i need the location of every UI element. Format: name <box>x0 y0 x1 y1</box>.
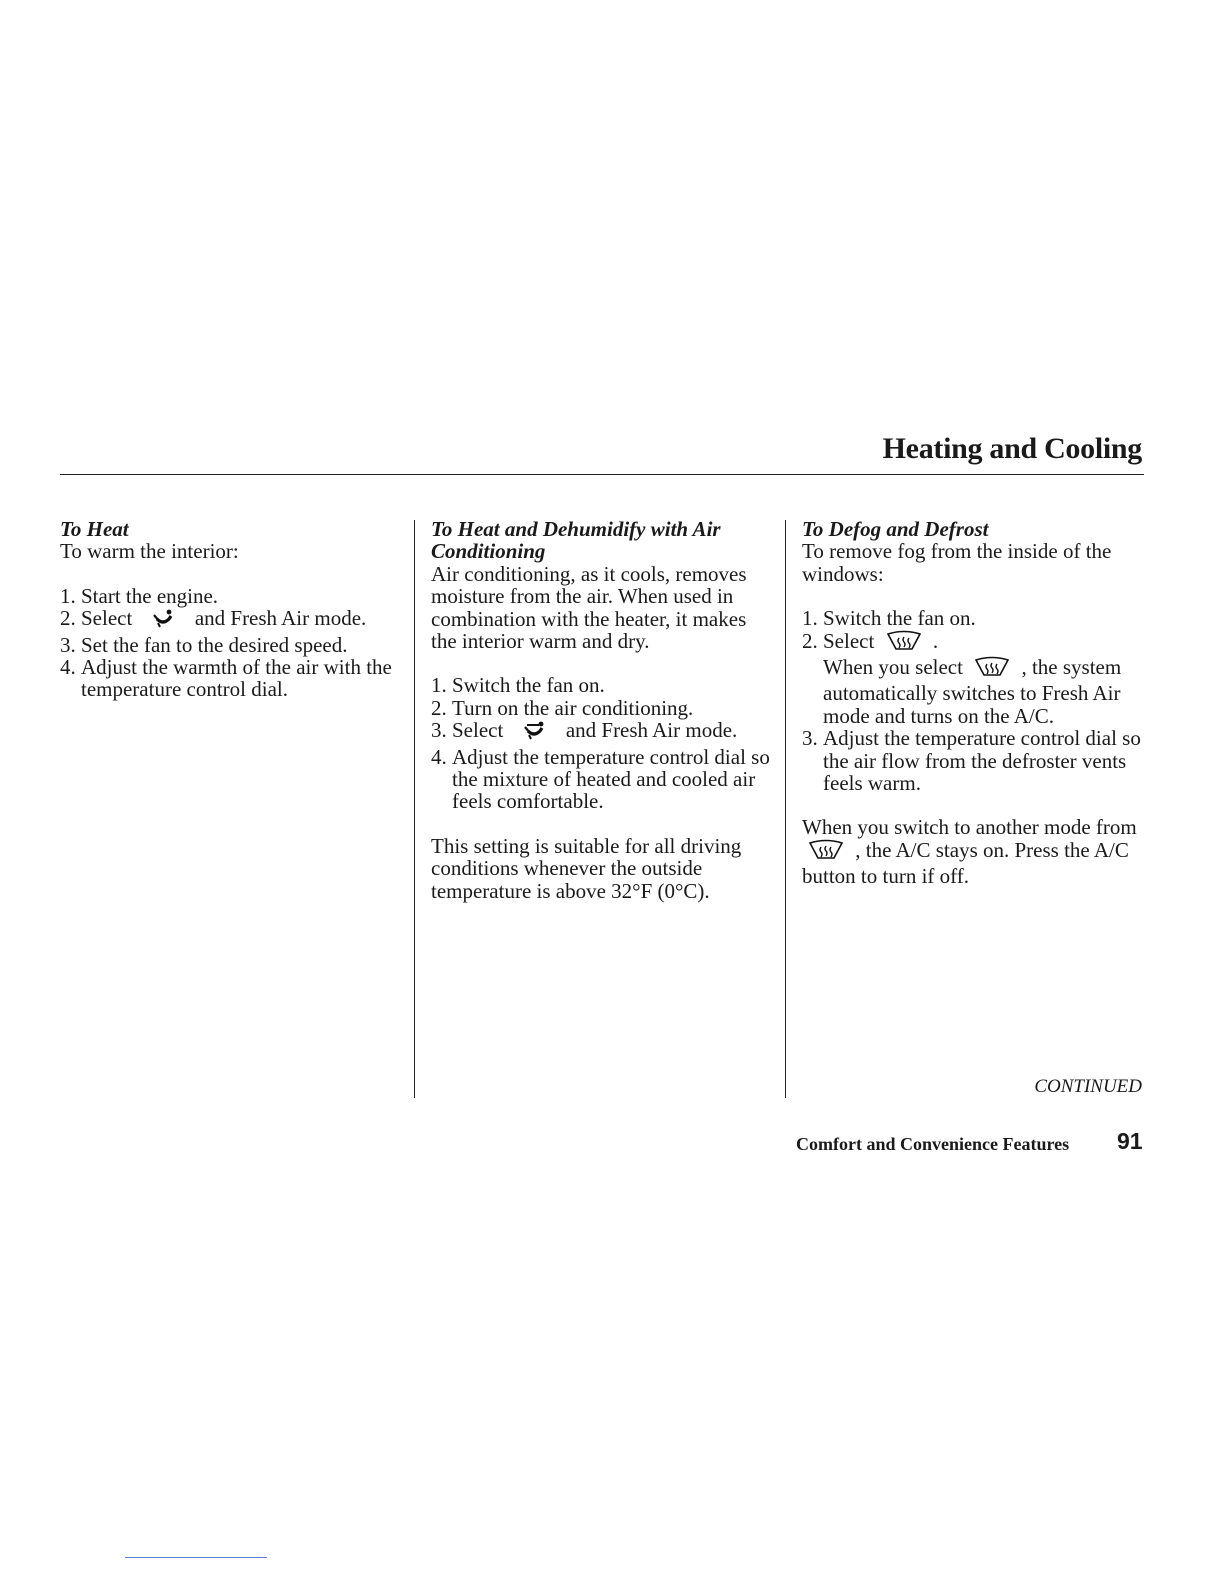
step-detail-text: When you select <box>823 655 963 680</box>
column-to-heat <box>60 518 405 701</box>
step-text: Turn on the air conditioning. <box>452 695 694 720</box>
step-text: Set the fan to the desired speed. <box>81 632 348 657</box>
step-item <box>431 746 776 813</box>
section-heading: To Heat <box>60 517 129 541</box>
column-heat-dehumidify <box>431 518 776 902</box>
step-item <box>802 630 1147 728</box>
step-item <box>60 656 405 701</box>
column-defog-defrost <box>802 518 1147 888</box>
step-text: and Fresh Air mode. <box>194 606 367 631</box>
step-text: and Fresh Air mode. <box>565 718 738 743</box>
step-text: Switch the fan on. <box>823 606 976 631</box>
header-rule <box>60 474 1144 475</box>
page-title: Heating and Cooling <box>882 432 1142 465</box>
defrost-icon <box>970 656 1014 682</box>
step-item <box>431 674 776 696</box>
step-number: 2. <box>802 628 818 653</box>
defrost-icon <box>804 839 848 865</box>
step-item <box>802 727 1147 794</box>
step-text: . <box>932 628 939 653</box>
step-number: 3. <box>802 726 818 751</box>
step-text: Select <box>823 628 875 653</box>
step-number: 4. <box>431 744 447 769</box>
step-number: 4. <box>60 655 76 680</box>
note-text: When you switch to another mode from <box>802 815 1137 840</box>
step-text: Select <box>452 718 504 743</box>
step-text: Adjust the temperature control dial so the mixture of heated and cooled air feels comfortable. <box>452 744 770 814</box>
continued-label: CONTINUED <box>1034 1076 1142 1097</box>
step-item <box>802 607 1147 629</box>
section-heading: To Defog and Defrost <box>802 517 989 541</box>
step-number: 2. <box>431 695 447 720</box>
page-number: 91 <box>1117 1128 1143 1154</box>
step-number: 1. <box>60 583 76 608</box>
step-item <box>60 634 405 656</box>
step-item <box>431 697 776 719</box>
step-number: 3. <box>60 632 76 657</box>
defrost-icon <box>882 630 926 656</box>
column-divider <box>414 520 415 1098</box>
section-note <box>802 816 1147 887</box>
section-intro: Air conditioning, as it cools, removes moisture from the air. When used in combination with the heater, it makes the interior warm and dry. <box>431 561 747 654</box>
step-number: 1. <box>802 606 818 631</box>
step-number: 2. <box>60 606 76 631</box>
step-number: 3. <box>431 718 447 743</box>
step-item <box>60 607 405 633</box>
note-text: , the A/C stays on. Press the A/C button to turn if off. <box>802 837 1129 889</box>
column-divider <box>785 520 786 1098</box>
floor-defrost-icon <box>511 719 559 745</box>
step-number: 1. <box>431 673 447 698</box>
step-text: Adjust the warmth of the air with the temperature control dial. <box>81 655 392 702</box>
section-note: This setting is suitable for all driving conditions whenever the outside temperature is above 32°F (0°C). <box>431 833 742 903</box>
step-item <box>431 719 776 745</box>
step-text: Start the engine. <box>81 583 219 608</box>
step-detail <box>823 656 1147 727</box>
step-text: Switch the fan on. <box>452 673 605 698</box>
section-heading: To Heat and Dehumidify with Air Conditioning <box>431 517 721 564</box>
step-text: Adjust the temperature control dial so the air flow from the defroster vents feels warm. <box>823 726 1141 796</box>
section-intro: To remove fog from the inside of the windows: <box>802 539 1112 586</box>
section-intro: To warm the interior: <box>60 539 239 564</box>
footer-section-title: Comfort and Convenience Features <box>796 1134 1070 1154</box>
floor-vent-icon <box>140 607 188 633</box>
step-text: Select <box>81 606 133 631</box>
bottom-rule <box>125 1557 267 1558</box>
step-item <box>60 585 405 607</box>
step-detail-text: , the system automatically switches to Fresh Air mode and turns on the A/C. <box>823 655 1122 728</box>
